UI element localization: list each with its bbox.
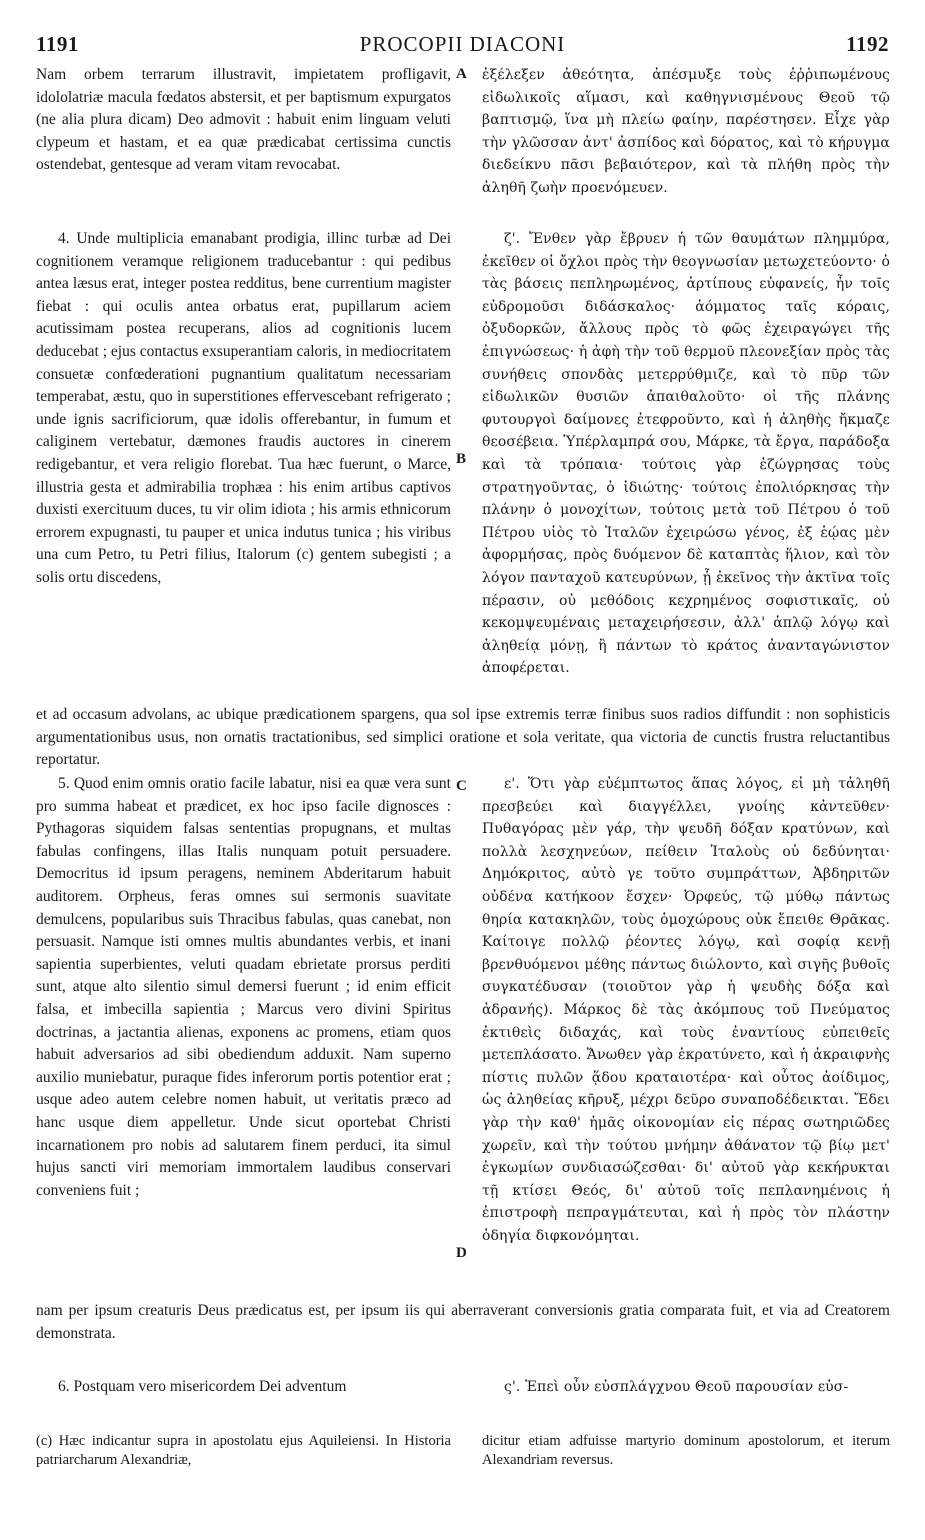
latin-paragraph: Nam orbem terrarum illustravit, impietatem profligavit, idololatriæ macula fœdatos abstersit, et per baptismum expurgatos (ne alia plura dicam) Deo admovit : habuit enim linguam veluti clypeum et hastam, et ea quæ prædicabat certissima cunctis ostendebat, gentesque ad veram vitam revocabat. bbox=[36, 66, 451, 174]
latin-column-section-2 bbox=[36, 228, 451, 590]
greek-column-section-3 bbox=[482, 773, 890, 1247]
greek-column-section-1 bbox=[482, 64, 890, 200]
margin-letter-d: D bbox=[456, 1245, 467, 1261]
margin-letter-a: A bbox=[456, 66, 467, 82]
greek-paragraph: ἐξέλεξεν ἀθεότητα, ἀπέσμυξε τοὺς ἐῤῥιπωμένους εἰδωλικοῖς αἵμασι, καὶ καθηγνισμένους Θεοῦ τῷ βαπτισμῷ, ἵνα μὴ πλείω φαίην, παρέστησεν. Εἶχε γὰρ τὴν γλῶσσαν ἀντ' ἀσπίδος καὶ δόρατος, καὶ τὸ κήρυγμα διεδείκνυ πᾶσι βεβαιότερον, καὶ τὰ πλήθη πρὸς τὴν ἀληθῆ ζωὴν προενόμευεν. bbox=[482, 67, 890, 196]
page-number-left: 1191 bbox=[36, 32, 79, 56]
latin-paragraph: 6. Postquam vero misericordem Dei adventum bbox=[58, 1378, 347, 1395]
greek-paragraph: ε'. Ὅτι γὰρ εὐέμπτωτος ἅπας λόγος, εἰ μὴ τἀληθῆ πρεσβεύει καὶ διαγγέλλει, γνοίης κἀντεῦθεν· Πυθαγόρας μὲν γάρ, τὴν ψευδῆ δόξαν κρατύνων, καὶ πολλὰ λεσχηνεύων, πείθειν Ἰταλοὺς οὐ δεδύνηται· Δημόκριτος, αὐτὸ γε τοῦτο συμπράττων, Ἀβδηριτῶν οὐδένα κατήκοον ἔσχεν· Ὀρφεύς, τῷ μύθῳ πάντως θηρία κατακηλῶν, τοὺς ὁμοχώρους οὐκ ἔπειθε Θρᾶκας. Καίτοιγε πολλῷ ῥέοντες λόγῳ, καὶ σοφίᾳ κενῇ βρενθυόμενοι μέθης πάντως διώλοντο, καὶ σιγῆς βυθοῖς συγκατέδυσαν (τοιοῦτον γὰρ ἡ ψευδὴς δόξα καὶ ἀδρανής). Μάρκος δὲ τὰς ἀκόμπους τοῦ Πνεύματος ἐκτιθεὶς διδαχάς, καὶ τοὺς ἐναντίους εὐπειθεῖς μετεπλάσατο. Ἄνωθεν γὰρ ἐκρατύνετο, καὶ ἡ ἀκραιφνὴς πίστις πυλῶν ᾅδου κραταιοτέρα· καὶ οὗτος ἀοίδιμος, ὡς ἀληθείας κῆρυξ, μέχρι δεῦρο συναποδέδεικται. Ἔδει γὰρ τὴν καθ' ἡμᾶς οἰκονομίαν εἰς πέρας σωτηριῶδες χωρεῖν, καὶ τὴν τούτου μνήμην ἀθάνατον τῷ βίῳ μετ' ἐγκωμίων συνδιασώζεσθαι· δι' αὐτοῦ γὰρ κεκήρυκται τῇ κτίσει Θεός, δι' αὐτοῦ τοῖς πεπλανημένοις ἡ ἐπιστροφὴ πεπραγμάτευται, καὶ ἡ πρὸς τὸν πλάστην ὁδηγία διφκονόμηται. bbox=[482, 776, 890, 1244]
page-number-right: 1192 bbox=[846, 32, 889, 56]
latin-column-section-4 bbox=[36, 1376, 451, 1399]
greek-paragraph: ζ'. Ἔνθεν γὰρ ἔβρυεν ἡ τῶν θαυμάτων πλημμύρα, ἐκεῖθεν οἱ ὄχλοι πρὸς τὴν θεογνωσίαν μετωχετεύοντο· ὁ τὰς βάσεις πεπληρωμένος, ἀρτίπους εὐφανείς, ἦν τοῖς εὐδρομοῦσι διδάσκαλος· ἀόμματος ταῖς κόραις, ὀξυδορκῶν, ἄλλους πρὸς τὸ φῶς ἐχειραγώγει τῆς ἐπιγνώσεως· ἡ ἀφὴ τὴν τοῦ θερμοῦ πλεονεξίαν πρὸς τὰς συνήθεις σπονδὰς μετερρύθμιζε, καὶ τὸ πῦρ τῶν εἰδωλικῶν θυσιῶν ἀπαιθαλοῦτο· οἱ τῆς πλάνης φυτουργοὶ δαίμονες ἐτεφροῦντο, καὶ ἡ ἀληθὴς ἤκμαζε θεοσέβεια. Ὑπέρλαμπρά σου, Μάρκε, τὰ ἔργα, παράδοξα καὶ τὰ τρόπαια· τούτοις γὰρ ἐζώγρησας τοὺς στρατηγοῦντας, ὁ ἰδιώτης· τούτοις ἐπολιόρκησας τὴν πλάνην ὁ μονοχίτων, τούτοις μετὰ τοῦ Πέτρου ὁ τοῦ Πέτρου υἱὸς τὸ Ἰταλῶν ἐχειρώσω γένος, ἐξ ἑῴας μὲν ἀφορμήσας, πρὸς δυόμενον δὲ καταπτὰς ἥλιον, καὶ τὸν λόγον πανταχοῦ κατευρύνων, ᾗ ἐκεῖνος τὴν ἀκτῖνα τοῖς πέρασιν, οὐ μεθόδοις κεχρημένος σοφιστικαῖς, οὐ κεκομψευμέναις μεταχειρήσεσιν, ἀλλ' ἁπλῷ λόγῳ καὶ ἀληθείᾳ μόνῃ, ἢ πάντων τὸ κράτος ἀνανταγώνιστον ἀποφέρεται. bbox=[482, 231, 890, 677]
latin-full-width-passage-1 bbox=[36, 704, 890, 772]
footnote-right: dicitur etiam adfuisse martyrio dominum apostolorum, et iterum Alexandriam reversus. bbox=[482, 1433, 890, 1468]
greek-column-section-2 bbox=[482, 228, 890, 680]
margin-letter-b: B bbox=[456, 451, 467, 467]
latin-full-width-passage-2 bbox=[36, 1300, 890, 1345]
footnote-left: (c) Hæc indicantur supra in apostolatu ejus Aquileiensi. In Historia patriarcharum Alexandriæ, bbox=[36, 1433, 451, 1468]
latin-paragraph: 4. Unde multiplicia emanabant prodigia, illinc turbæ ad Dei cognitionem veramque religionem traducebantur : qui pedibus antea læsus erat, integer postea redditus, bene currentium magister fiebat : qui oculis antea orbatus erat, pupillarum aciem acutissimam postea recuperans, alios ad cognitionis lucem deducebat ; ejus contactus exsuperantiam caloris, in mediocritatem consuetæ confœderationi pugnantium qualitatum necessariam temperabat, æstu, quo in superstitiones effervescebant refrigerato ; unde ignis sacrificiorum, quæ idolis offerebantur, in fumum et caliginem vertebatur, dæmones fraudis auctores in cinerem redigebantur, et vera religio florebat. Tua hæc fuerunt, o Marce, illustria gesta et admirabilia trophæa : his enim artibus captivos duxisti exercituum duces, tu vir olim idiota ; his armis ethnicorum errorem expugnasti, tu pauper et unica indutus tunica ; his viribus una cum Petro, tu Petri filius, Italorum (c) gentem subegisti ; a solis ortu discedens, bbox=[36, 230, 451, 586]
greek-column-section-4 bbox=[482, 1376, 890, 1399]
latin-paragraph: et ad occasum advolans, ac ubique prædicationem spargens, qua sol ipse extremis terræ finibus suos radios diffundit : non sophisticis argumentationibus usus, non ornatis tractationibus, sed simplici oratione et sola veritate, qua victoria de cunctis frustra reluctantibus reportatur. bbox=[36, 706, 890, 769]
latin-column-section-3 bbox=[36, 773, 451, 1202]
running-title: PROCOPII DIACONI bbox=[359, 32, 566, 56]
latin-column-section-1 bbox=[36, 64, 451, 177]
latin-paragraph: 5. Quod enim omnis oratio facile labatur, nisi ea quæ vera sunt pro summa habeat et prædicet, ex hoc ipso facile dignosces : Pythagoras siquidem falsas sententias propugnans, et multas fabulas confingens, illas Italis nunquam potuit persuadere. Democritus id ipsum peragens, neminem Abderitarum habuit auditorem. Orpheus, feras omnes sui sermonis suavitate demulcens, popularibus suis Thracibus fabulas, quas canebat, non persuasit. Namque isti omnes multis abundantes verbis, et inani sapientia superbientes, veluti quadam ebrietate prorsus perditi sunt, atque alto silentio simul demersi fuerunt ; id enim efficit falsa, et imbecilla sapientia ; Marcus vero divini Spiritus doctrinas, a jactantia alienas, exponens ac promens, etiam quos habuit adversarios ad sibi obediendum adduxit. Nam superno auxilio muniebatur, puraque fides inferorum portis potentior erat ; usque adeo autem celebre nomen habuit, ut veritatis præco ad hanc usque diem appelletur. Unde sicut oportebat Christi incarnationem pro nobis ad salutarem finem perduci, ita simul hujus sancti viri memoriam immortalem laudibus conservari conveniens fuit ; bbox=[36, 775, 451, 1199]
greek-paragraph: ς'. Ἐπεὶ οὖν εὐσπλάγχνου Θεοῦ παρουσίαν εὐσ- bbox=[504, 1379, 849, 1395]
margin-letter-c: C bbox=[456, 778, 467, 794]
latin-paragraph: nam per ipsum creaturis Deus prædicatus est, per ipsum iis qui aberraverant conversionis gratia comparata fuit, et via ad Creatorem demonstrata. bbox=[36, 1302, 890, 1342]
